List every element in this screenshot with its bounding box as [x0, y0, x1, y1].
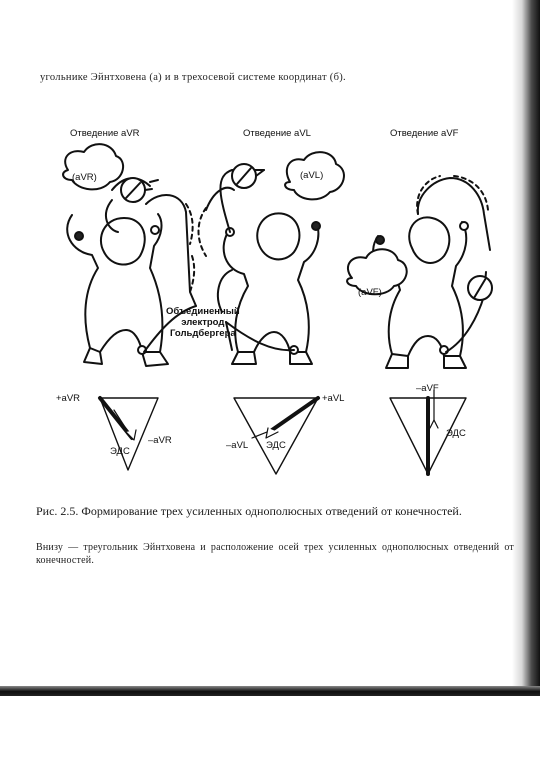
meter-bubble-label-avr: (aVR) [72, 172, 97, 183]
scan-edge-band [0, 686, 540, 696]
triangle-label-plus-avl: +aVL [322, 393, 345, 404]
einthoven-triangle-avl [234, 398, 318, 474]
meter-bubble-label-avl: (aVL) [300, 170, 324, 181]
einthoven-triangle-avr [100, 398, 158, 470]
triangle-label-emf-avr: ЭДС [110, 446, 130, 457]
electrode-label-line-3: Гольдбергера [170, 328, 236, 339]
triangle-label-neg-avf: –aVF [416, 383, 439, 394]
panel-title-avr: Отведение aVR [70, 128, 140, 139]
figure-note: Внизу — треугольник Эйнтховена и расположение осей трех усиленных однополюсных отведений от конечностей. [36, 542, 514, 566]
triangle-label-emf-avf: ЭДС [446, 428, 466, 439]
electrode-label [166, 306, 240, 339]
top-text-line: угольнике Эйнтховена (а) и в трехосевой системе координат (б). [40, 72, 346, 83]
electrode-label-line-1: Объединенный [166, 306, 240, 317]
electrode-label-line-2: электрод [181, 317, 225, 328]
panel-title-avf: Отведение aVF [390, 128, 459, 139]
triangle-label-neg-avl: –aVL [226, 440, 249, 451]
triangle-label-neg-avr: –aVR [148, 435, 172, 446]
triangle-label-emf-avl: ЭДС [266, 440, 286, 451]
meter-bubble-label-avf: (aVF) [358, 287, 382, 298]
panel-title-avl: Отведение aVL [243, 128, 311, 139]
triangle-label-plus-avr: +aVR [56, 393, 81, 404]
figure-caption: Рис. 2.5. Формирование трех усиленных однополюсных отведений от конечностей. [36, 504, 462, 518]
